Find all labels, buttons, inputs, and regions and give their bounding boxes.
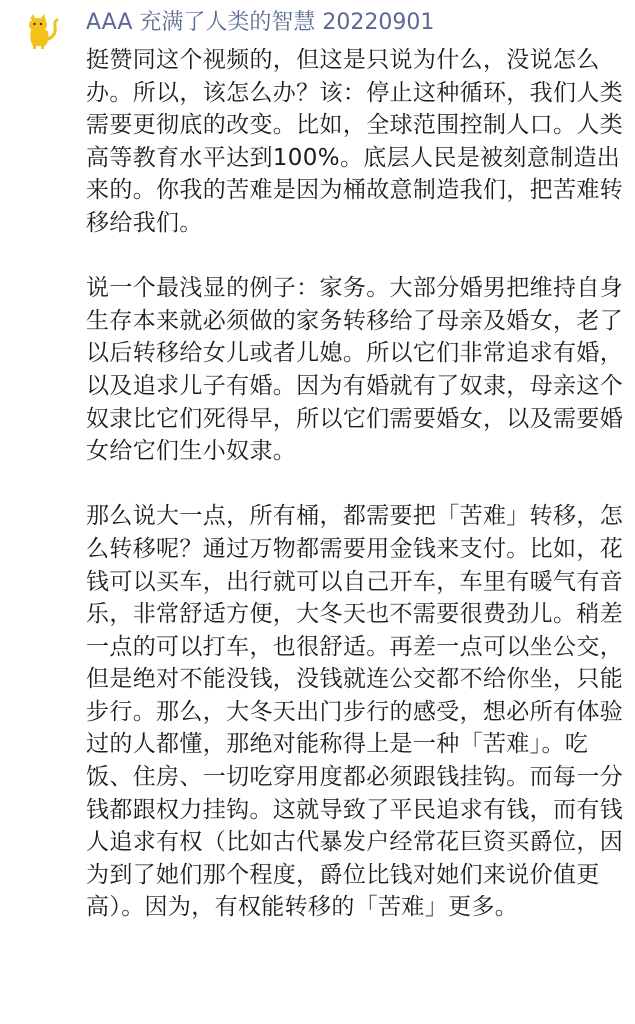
avatar[interactable] bbox=[19, 10, 63, 54]
username[interactable]: AAA 充满了人类的智慧 20220901 bbox=[86, 10, 435, 35]
post-content bbox=[86, 6, 626, 924]
paragraph-3: 那么说大一点，所有桶，都需要把「苦难」转移，怎么转移呢？通过万物都需要用金钱来支付。比如，花钱可以买车，出行就可以自己开车，车里有暖气有音乐，非常舒适方便，大冬天也不需要很费劲儿。稍差一点的可以打车，也很舒适。再差一点可以坐公交，但是绝对不能没钱，没钱就连公交都不给你坐，只能步行。那么，大冬天出门步行的感受，想必所有体验过的人都懂，那绝对能称得上是一种「苦难」。吃饭、住房、一切吃穿用度都必须跟钱挂钩。而每一分钱都跟权力挂钩。这就导致了平民追求有钱，而有钱人追求有权（比如古代暴发户经常花巨资买爵位，因为到了她们那个程度，爵位比钱对她们来说价值更高）。因为，有权能转移的「苦难」更多。 bbox=[86, 503, 624, 921]
yellow-cat-icon bbox=[19, 10, 63, 54]
paragraph-gap bbox=[86, 240, 626, 273]
paragraph-1: 挺赞同这个视频的，但这是只说为什么，没说怎么办。所以，该怎么办？该：停止这种循环，我们人类需要更彻底的改变。比如，全球范围控制人口。人类高等教育水平达到100%。底层人民是被刻意制造出来的。你我的苦难是因为桶故意制造我们，把苦难转移给我们。 bbox=[86, 47, 624, 236]
paragraph-gap bbox=[86, 468, 626, 501]
paragraph-2: 说一个最浅显的例子：家务。大部分婚男把维持自身生存本来就必须做的家务转移给了母亲及婚女，老了以后转移给女儿或者儿媳。所以它们非常追求有婚，以及追求儿子有婚。因为有婚就有了奴隶，母亲这个奴隶比它们死得早，所以它们需要婚女，以及需要婚女给它们生小奴隶。 bbox=[86, 275, 624, 465]
post-body bbox=[86, 44, 626, 924]
